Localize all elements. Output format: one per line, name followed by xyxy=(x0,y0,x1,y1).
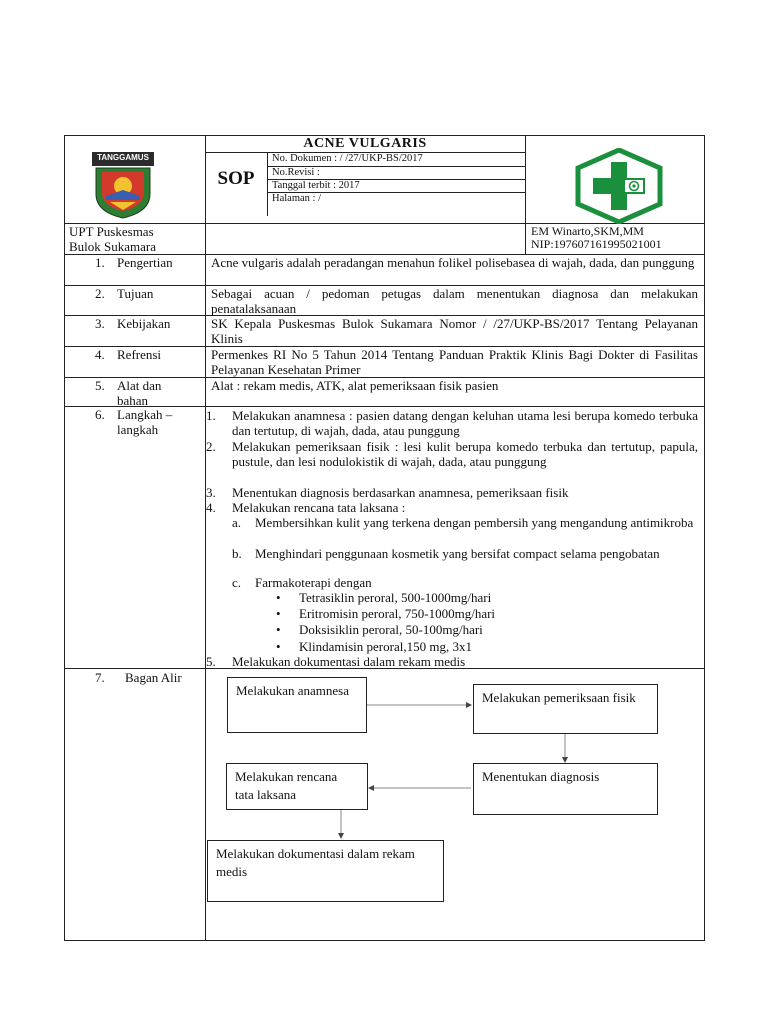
row7-number: 7. xyxy=(95,670,105,685)
row3-number: 3. xyxy=(95,316,105,331)
row2-label: Tujuan xyxy=(117,286,154,301)
org-line1: UPT Puskesmas xyxy=(69,224,154,239)
step-5-text: Melakukan dokumentasi dalam rekam medis xyxy=(232,654,466,669)
doc-number: No. Dokumen : / /27/UKP-BS/2017 xyxy=(272,153,423,164)
step-1-number: 1. xyxy=(206,408,216,423)
row4-number: 4. xyxy=(95,347,105,362)
step-1-text: Melakukan anamnesa : pasien datang dengan keluhan utama lesi berupa komedo terbuka dan tertutup, di wajah, dada, atau punggung xyxy=(232,408,698,438)
row5-text: Alat : rekam medis, ATK, alat pemeriksaan fisik pasien xyxy=(211,378,499,393)
signer-name: EM Winarto,SKM,MM xyxy=(531,224,644,238)
doc-page: Halaman : / xyxy=(272,193,321,204)
step-3-number: 3. xyxy=(206,485,216,500)
flow-box-diagnosis: Menentukan diagnosis xyxy=(473,763,658,815)
signer-nip: NIP:197607161995021001 xyxy=(531,237,662,251)
bullet-icon: • xyxy=(276,622,281,637)
row6-label: Langkah – langkah xyxy=(117,407,173,437)
row7-label: Bagan Alir xyxy=(125,670,182,685)
logo-text: TANGGAMUS xyxy=(97,153,149,162)
step-4-number: 4. xyxy=(206,500,216,515)
row5-number: 5. xyxy=(95,378,105,393)
row1-text: Acne vulgaris adalah peradangan menahun folikel polisebasea di wajah, dada, dan punggung xyxy=(211,255,695,270)
doc-issue-date: Tanggal terbit : 2017 xyxy=(272,180,360,191)
row6-number: 6. xyxy=(95,407,105,422)
substep-b-text: Menghindari penggunaan kosmetik yang bersifat compact selama pengobatan xyxy=(255,546,660,561)
substep-c-letter: c. xyxy=(232,575,242,590)
flow-box-anamnesa: Melakukan anamnesa xyxy=(227,677,367,733)
row2-text: Sebagai acuan / pedoman petugas dalam menentukan diagnosa dan melakukan penatalaksanaan xyxy=(211,286,698,316)
substep-c-text: Farmakoterapi dengan xyxy=(255,575,372,590)
document-title: ACNE VULGARIS xyxy=(303,136,427,151)
bullet-icon: • xyxy=(276,606,281,621)
step-5-number: 5. xyxy=(206,654,216,669)
row5-label: Alat dan bahan xyxy=(117,378,162,408)
row3-text: SK Kepala Puskesmas Bulok Sukamara Nomor / /27/UKP-BS/2017 Tentang Pelayanan Klinis xyxy=(211,316,698,346)
bullet-icon: • xyxy=(276,639,281,654)
org-line2: Bulok Sukamara xyxy=(69,239,157,254)
drug-3: Doksisiklin peroral, 50-100mg/hari xyxy=(299,622,483,637)
step-4-text: Melakukan rencana tata laksana : xyxy=(232,500,406,515)
flow-box-rencana: Melakukan rencana tata laksana xyxy=(226,763,368,810)
flow-box-dokumentasi: Melakukan dokumentasi dalam rekam medis xyxy=(207,840,444,902)
substep-a-text: Membersihkan kulit yang terkena dengan pembersih yang mengandung antimikroba xyxy=(255,515,694,530)
drug-4: Klindamisin peroral,150 mg, 3x1 xyxy=(299,639,472,654)
substep-b-letter: b. xyxy=(232,546,242,561)
row1-label: Pengertian xyxy=(117,255,173,270)
substep-a-letter: a. xyxy=(232,515,242,530)
row1-number: 1. xyxy=(95,255,105,270)
bullet-icon: • xyxy=(276,590,281,605)
doc-revision: No.Revisi : xyxy=(272,167,320,178)
row4-text: Permenkes RI No 5 Tahun 2014 Tentang Panduan Praktik Klinis Bagi Dokter di Fasilitas Pelayanan Kesehatan Primer xyxy=(211,347,698,377)
row2-number: 2. xyxy=(95,286,105,301)
drug-2: Eritromisin peroral, 750-1000mg/hari xyxy=(299,606,496,621)
row4-label: Refrensi xyxy=(117,347,162,362)
flow-box-pemeriksaan: Melakukan pemeriksaan fisik xyxy=(473,684,658,734)
step-2-text: Melakukan pemeriksaan fisik : lesi kulit berupa komedo terbuka dan tertutup, papula, pustule, dan lesi nodulokistik di wajah, dada, atau punggung xyxy=(232,439,698,469)
sop-label: SOP xyxy=(217,168,255,189)
drug-1: Tetrasiklin peroral, 500-1000mg/hari xyxy=(299,590,492,605)
step-3-text: Menentukan diagnosis berdasarkan anamnesa, pemeriksaan fisik xyxy=(232,485,569,500)
step-2-number: 2. xyxy=(206,439,216,454)
row3-label: Kebijakan xyxy=(117,316,171,331)
